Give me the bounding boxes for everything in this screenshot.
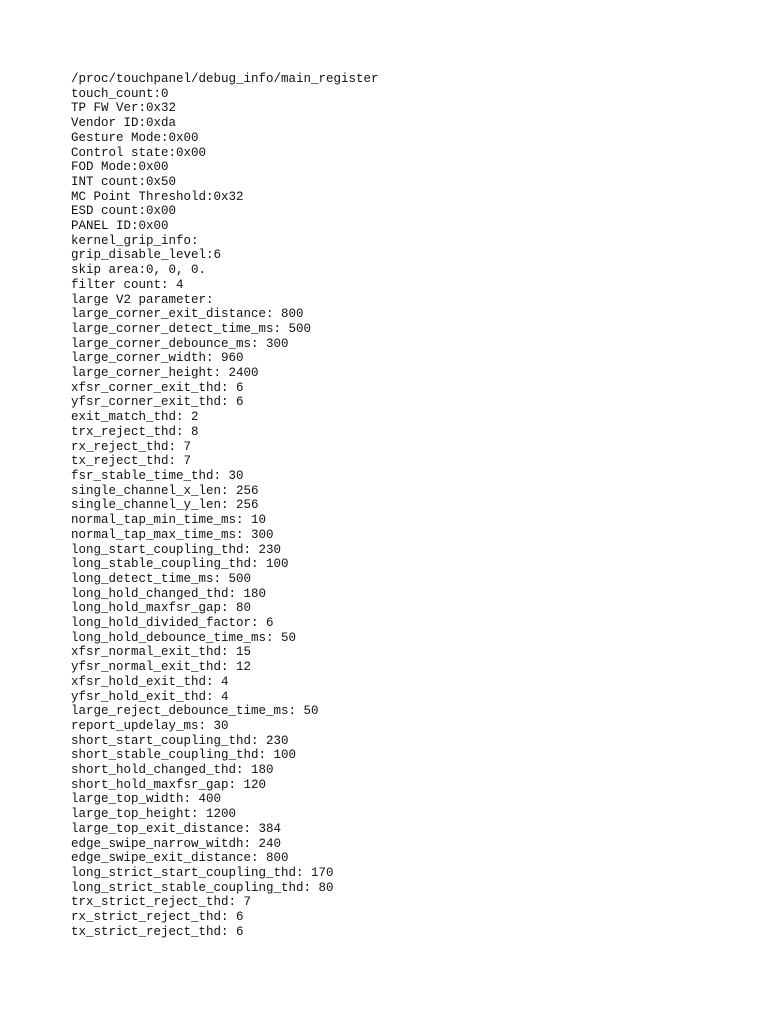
document-line: normal_tap_max_time_ms: 300 (71, 527, 274, 542)
document-line: short_start_coupling_thd: 230 (71, 733, 289, 748)
document-line: normal_tap_min_time_ms: 10 (71, 513, 267, 528)
document-line: Gesture Mode:0x00 (71, 130, 199, 145)
document-line: large_corner_exit_distance: 800 (71, 307, 304, 322)
document-line: long_strict_start_coupling_thd: 170 (71, 865, 334, 880)
document-line: yfsr_hold_exit_thd: 4 (71, 689, 229, 704)
document-line: yfsr_corner_exit_thd: 6 (71, 395, 244, 410)
document-line: rx_reject_thd: 7 (71, 439, 192, 454)
document-line: edge_swipe_narrow_witdh: 240 (71, 836, 282, 851)
document-line: long_hold_changed_thd: 180 (71, 586, 267, 601)
document-line: fsr_stable_time_thd: 30 (71, 468, 244, 483)
document-line: large_corner_width: 960 (71, 351, 244, 366)
document-line: single_channel_x_len: 256 (71, 483, 259, 498)
document-line: filter count: 4 (71, 277, 184, 292)
document-line: long_hold_maxfsr_gap: 80 (71, 601, 252, 616)
document-line: large_corner_debounce_ms: 300 (71, 336, 289, 351)
document-line: TP FW Ver:0x32 (71, 101, 177, 116)
document-line: ESD count:0x00 (71, 204, 177, 219)
document-line: large_reject_debounce_time_ms: 50 (71, 704, 319, 719)
document-line: edge_swipe_exit_distance: 800 (71, 851, 289, 866)
document-line: FOD Mode:0x00 (71, 160, 169, 175)
document-line: long_detect_time_ms: 500 (71, 571, 252, 586)
document-line: short_hold_maxfsr_gap: 120 (71, 777, 267, 792)
document-line: long_strict_stable_coupling_thd: 80 (71, 880, 334, 895)
document-line: rx_strict_reject_thd: 6 (71, 910, 244, 925)
document-line: short_stable_coupling_thd: 100 (71, 748, 297, 763)
document-line: trx_strict_reject_thd: 7 (71, 895, 252, 910)
document-body (71, 72, 751, 939)
document-line: large V2 parameter: (71, 292, 214, 307)
document-line: large_corner_height: 2400 (71, 366, 259, 381)
document-line: skip area:0, 0, 0. (71, 263, 207, 278)
document-line: tx_reject_thd: 7 (71, 454, 192, 469)
document-line: exit_match_thd: 2 (71, 410, 199, 425)
document-line: short_hold_changed_thd: 180 (71, 763, 274, 778)
document-line: Control state:0x00 (71, 145, 207, 160)
document-line: tx_strict_reject_thd: 6 (71, 924, 244, 939)
document-line: PANEL ID:0x00 (71, 219, 169, 234)
document-line: kernel_grip_info: (71, 233, 199, 248)
document-line: report_updelay_ms: 30 (71, 718, 229, 733)
document-line: large_top_height: 1200 (71, 807, 237, 822)
document-line: xfsr_corner_exit_thd: 6 (71, 380, 244, 395)
document-line: yfsr_normal_exit_thd: 12 (71, 660, 252, 675)
document-line: xfsr_normal_exit_thd: 15 (71, 645, 252, 660)
document-line: trx_reject_thd: 8 (71, 424, 199, 439)
document-line: MC Point Threshold:0x32 (71, 189, 244, 204)
document-line: /proc/touchpanel/debug_info/main_register (71, 72, 379, 86)
document-line: large_corner_detect_time_ms: 500 (71, 321, 312, 336)
document-line: INT count:0x50 (71, 174, 177, 189)
document-line: single_channel_y_len: 256 (71, 498, 259, 513)
document-line: long_hold_debounce_time_ms: 50 (71, 630, 297, 645)
document-line: touch_count:0 (71, 86, 169, 101)
document-line: long_hold_divided_factor: 6 (71, 616, 274, 631)
document-line: large_top_width: 400 (71, 792, 222, 807)
document-line: grip_disable_level:6 (71, 248, 222, 263)
document-line: xfsr_hold_exit_thd: 4 (71, 674, 229, 689)
document-line: large_top_exit_distance: 384 (71, 821, 282, 836)
document-line: long_stable_coupling_thd: 100 (71, 557, 289, 572)
document-line: Vendor ID:0xda (71, 116, 177, 131)
document-line: long_start_coupling_thd: 230 (71, 542, 282, 557)
